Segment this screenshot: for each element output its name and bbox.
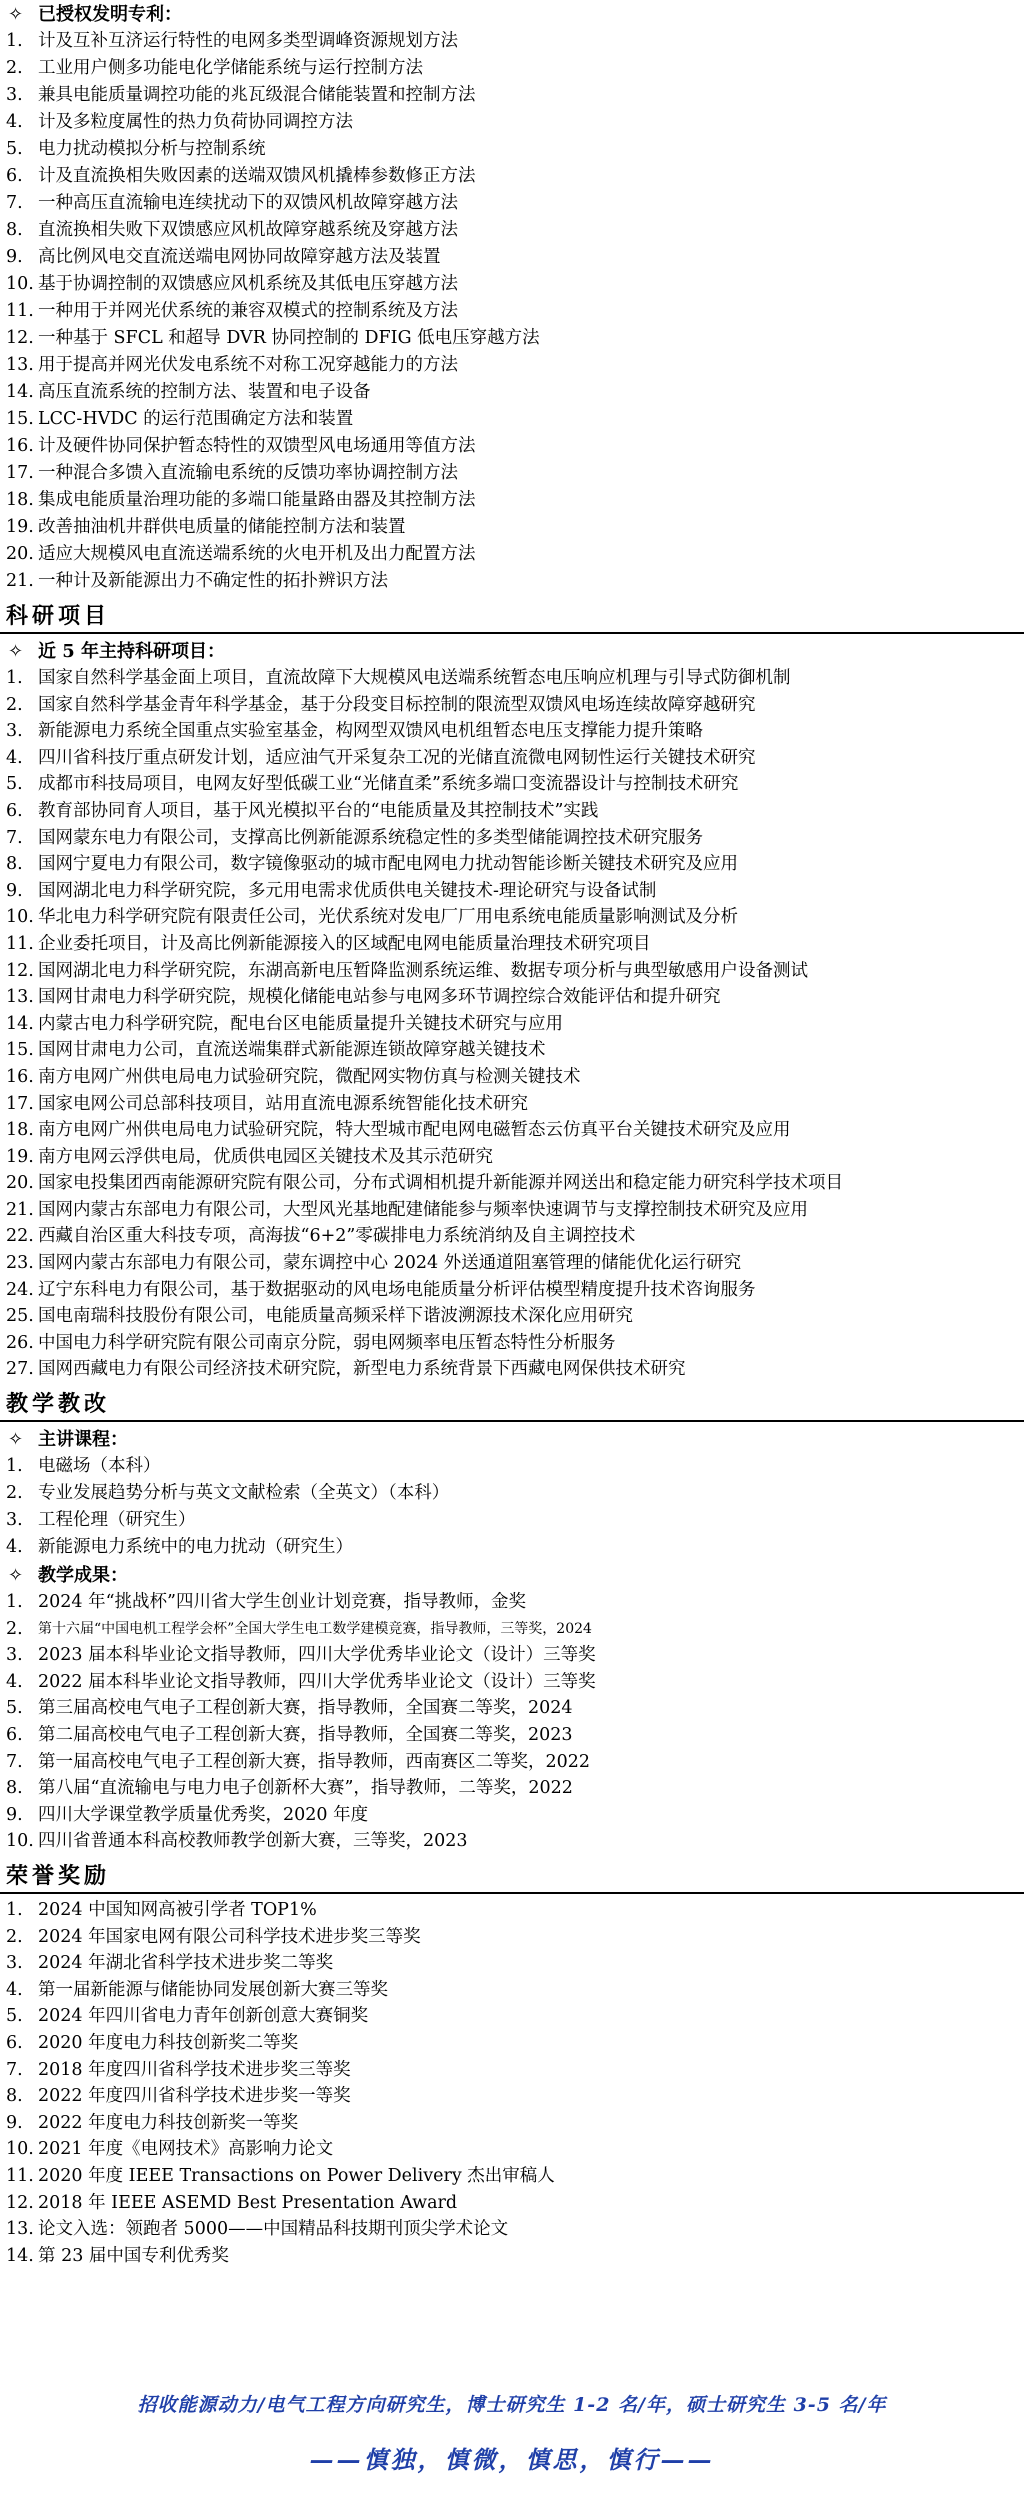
item-text: 四川省科技厅重点研发计划，适应油气开采复杂工况的光储直流微电网韧性运行关键技术研究: [38, 747, 756, 768]
list-item: [0, 541, 1024, 568]
item-number: 1.: [6, 1592, 23, 1613]
item-text: 兼具电能质量调控功能的兆瓦级混合储能装置和控制方法: [38, 85, 476, 105]
research-list: [0, 665, 1024, 1383]
item-text: 2020 年度电力科技创新奖二等奖: [38, 2032, 299, 2053]
item-number: 23.: [6, 1253, 34, 1274]
item-number: 3.: [6, 85, 23, 105]
item-text: 专业发展趋势分析与英文文献检索（全英文）（本科）: [38, 1483, 450, 1504]
list-item: [0, 55, 1024, 82]
item-text: 国网宁夏电力有限公司，数字镜像驱动的城市配电网电力扰动智能诊断关键技术研究及应用: [38, 854, 738, 875]
item-number: 8.: [6, 2086, 23, 2107]
item-number: 16.: [6, 436, 34, 456]
item-number: 4.: [6, 1671, 23, 1692]
item-number: 10.: [6, 274, 34, 294]
item-number: 3.: [6, 721, 23, 742]
list-item: [0, 958, 1024, 985]
section-title: 荣誉奖励: [6, 1863, 111, 1889]
item-number: 15.: [6, 1040, 34, 1061]
list-item: [0, 1303, 1024, 1330]
item-number: 11.: [6, 2165, 34, 2186]
item-number: 25.: [6, 1306, 34, 1327]
item-text: 第三届高校电气电子工程创新大赛，指导教师，全国赛二等奖，2024: [38, 1698, 573, 1719]
item-number: 9.: [6, 880, 23, 901]
list-item: [0, 163, 1024, 190]
item-number: 4.: [6, 747, 23, 768]
list-item: [0, 1534, 1024, 1561]
item-text: 国网甘肃电力公司，直流送端集群式新能源连锁故障穿越关键技术: [38, 1040, 546, 1061]
list-item: [0, 2030, 1024, 2057]
list-item: [0, 1011, 1024, 1038]
item-text: 第二届高校电气电子工程创新大赛，指导教师，全国赛二等奖，2023: [38, 1725, 573, 1745]
item-text: 高比例风电交直流送端电网协同故障穿越方法及装置: [38, 247, 441, 267]
list-item: [0, 1480, 1024, 1507]
item-text: 西藏自治区重大科技专项，高海拔“6+2”零碳排电力系统消纳及自主调控技术: [38, 1226, 636, 1247]
list-item: [0, 28, 1024, 55]
list-item: [0, 1669, 1024, 1696]
item-number: 8.: [6, 220, 23, 240]
item-text: 计及多粒度属性的热力负荷协同调控方法: [38, 112, 353, 132]
item-number: 13.: [6, 355, 34, 375]
item-text: 2022 届本科毕业论文指导教师，四川大学优秀毕业论文（设计）三等奖: [38, 1671, 596, 1692]
list-item: [0, 244, 1024, 271]
item-number: 5.: [6, 774, 23, 795]
item-number: 6.: [6, 1725, 23, 1745]
item-number: 10.: [6, 907, 34, 928]
list-item: [0, 2163, 1024, 2190]
list-item: [0, 1091, 1024, 1118]
list-item: [0, 568, 1024, 595]
list-item: [0, 2110, 1024, 2137]
item-number: 20.: [6, 544, 34, 564]
item-number: 14.: [6, 2245, 34, 2266]
list-item: [0, 1642, 1024, 1669]
item-number: 27.: [6, 1359, 34, 1380]
item-text: 一种基于 SFCL 和超导 DVR 协同控制的 DFIG 低电压穿越方法: [38, 328, 540, 348]
item-number: 10.: [6, 1831, 34, 1852]
list-item: [0, 2083, 1024, 2110]
section-divider: [0, 1892, 1024, 1894]
item-number: 8.: [6, 854, 23, 875]
item-number: 5.: [6, 139, 23, 159]
list-item: [0, 379, 1024, 406]
item-number: 3.: [6, 1645, 23, 1666]
item-text: 2024 年国家电网有限公司科学技术进步奖三等奖: [38, 1926, 421, 1947]
item-text: 南方电网云浮供电局，优质供电园区关键技术及其示范研究: [38, 1146, 493, 1167]
list-item: [0, 904, 1024, 931]
section-divider: [0, 632, 1024, 634]
item-number: 2.: [6, 694, 23, 715]
item-number: 17.: [6, 1093, 34, 1114]
list-item: [0, 1977, 1024, 2004]
patents-list: [0, 28, 1024, 595]
item-number: 19.: [6, 517, 34, 537]
item-number: 2.: [6, 58, 23, 78]
item-text: 国网内蒙古东部电力有限公司，蒙东调控中心 2024 外送通道阻塞管理的储能优化运行研究: [38, 1253, 742, 1274]
honors-list: [0, 1897, 1024, 2269]
item-number: 3.: [6, 1510, 23, 1531]
item-text: 第十六届“中国电机工程学会杯”全国大学生电工数学建模竞赛，指导教师，三等奖，2024: [38, 1620, 592, 1637]
list-item: [0, 460, 1024, 487]
item-number: 20.: [6, 1173, 34, 1194]
item-number: 1.: [6, 1899, 23, 1920]
item-text: 国电南瑞科技股份有限公司，电能质量高频采样下谐波溯源技术深化应用研究: [38, 1306, 633, 1327]
item-number: 8.: [6, 1778, 23, 1799]
item-text: 第 23 届中国专利优秀奖: [38, 2245, 229, 2266]
item-text: 直流换相失败下双馈感应风机故障穿越系统及穿越方法: [38, 220, 458, 240]
item-text: 2022 年度电力科技创新奖一等奖: [38, 2112, 299, 2133]
item-text: 电力扰动模拟分析与控制系统: [38, 139, 266, 159]
list-item: [0, 82, 1024, 109]
item-text: 一种用于并网光伏系统的兼容双模式的控制系统及方法: [38, 301, 458, 321]
item-number: 5.: [6, 2006, 23, 2027]
motto: ——慎独，慎微，慎思，慎行——: [309, 2445, 715, 2474]
list-item: [0, 2243, 1024, 2270]
list-item: [0, 798, 1024, 825]
item-text: 南方电网广州供电局电力试验研究院，特大型城市配电网电磁暂态云仿真平台关键技术研究及应用: [38, 1120, 791, 1141]
list-item: [0, 1775, 1024, 1802]
item-text: 2020 年度 IEEE Transactions on Power Delivery 杰出审稿人: [38, 2165, 555, 2186]
item-text: 四川省普通本科高校教师教学创新大赛，三等奖，2023: [38, 1831, 468, 1852]
list-item: [0, 1802, 1024, 1829]
achievements-list: [0, 1589, 1024, 1855]
list-item: [0, 1277, 1024, 1304]
list-item: [0, 931, 1024, 958]
item-text: 适应大规模风电直流送端系统的火电开机及出力配置方法: [38, 544, 476, 564]
list-item: [0, 1722, 1024, 1749]
item-text: 中国电力科学研究院有限公司南京分院，弱电网频率电压暂态特性分析服务: [38, 1332, 616, 1353]
item-text: 计及互补互济运行特性的电网多类型调峰资源规划方法: [38, 31, 458, 51]
list-item: [0, 1950, 1024, 1977]
item-text: LCC-HVDC 的运行范围确定方法和装置: [38, 409, 354, 429]
list-item: [0, 1356, 1024, 1383]
item-number: 11.: [6, 933, 34, 954]
list-item: [0, 665, 1024, 692]
item-text: 2024 年“挑战杯”四川省大学生创业计划竞赛，指导教师，金奖: [38, 1592, 526, 1613]
list-item: [0, 692, 1024, 719]
item-text: 新能源电力系统全国重点实验室基金，构网型双馈风电机组暂态电压支撑能力提升策略: [38, 721, 703, 742]
list-item: [0, 271, 1024, 298]
list-item: [0, 487, 1024, 514]
item-number: 22.: [6, 1226, 34, 1247]
item-number: 2.: [6, 1618, 23, 1639]
section-title: 教学教改: [6, 1392, 111, 1418]
item-number: 4.: [6, 1979, 23, 2000]
item-text: 计及直流换相失败因素的送端双馈风机撬棒参数修正方法: [38, 166, 476, 186]
item-number: 9.: [6, 2112, 23, 2133]
item-text: 企业委托项目，计及高比例新能源接入的区域配电网电能质量治理技术研究项目: [38, 933, 651, 954]
patents-heading: ✧ 已授权发明专利：: [0, 2, 1024, 28]
section-divider: [0, 1420, 1024, 1422]
list-item: [0, 136, 1024, 163]
item-number: 3.: [6, 1953, 23, 1974]
item-number: 6.: [6, 166, 23, 186]
item-text: 2022 年度四川省科学技术进步奖一等奖: [38, 2086, 351, 2107]
item-text: 国家电投集团西南能源研究院有限公司，分布式调相机提升新能源并网送出和稳定能力研究科学技术项目: [38, 1173, 843, 1194]
item-text: 集成电能质量治理功能的多端口能量路由器及其控制方法: [38, 490, 476, 510]
item-text: 第一届高校电气电子工程创新大赛，指导教师，西南赛区二等奖，2022: [38, 1751, 591, 1772]
list-item: [0, 1828, 1024, 1855]
list-item: [0, 1897, 1024, 1924]
list-item: [0, 1064, 1024, 1091]
item-number: 4.: [6, 1537, 23, 1558]
item-number: 9.: [6, 247, 23, 267]
item-text: 新能源电力系统中的电力扰动（研究生）: [38, 1537, 353, 1558]
diamond-icon: ✧: [8, 1565, 24, 1587]
item-text: 内蒙古电力科学研究院，配电台区电能质量提升关键技术研究与应用: [38, 1013, 563, 1034]
item-text: 一种混合多馈入直流输电系统的反馈功率协调控制方法: [38, 463, 458, 483]
courses-list: [0, 1453, 1024, 1561]
item-text: 第一届新能源与储能协同发展创新大赛三等奖: [38, 1979, 388, 2000]
list-item: [0, 2003, 1024, 2030]
list-item: [0, 1589, 1024, 1616]
item-text: 用于提高并网光伏发电系统不对称工况穿越能力的方法: [38, 355, 458, 375]
list-item: [0, 1144, 1024, 1171]
list-item: [0, 1197, 1024, 1224]
item-number: 17.: [6, 463, 34, 483]
list-item: [0, 878, 1024, 905]
list-item: [0, 1453, 1024, 1480]
item-text: 2023 届本科毕业论文指导教师，四川大学优秀毕业论文（设计）三等奖: [38, 1645, 596, 1666]
item-number: 21.: [6, 571, 34, 591]
list-item: [0, 298, 1024, 325]
item-text: 电磁场（本科）: [38, 1456, 161, 1477]
item-text: 改善抽油机井群供电质量的储能控制方法和装置: [38, 517, 406, 537]
item-number: 15.: [6, 409, 34, 429]
item-text: 华北电力科学研究院有限责任公司，光伏系统对发电厂厂用电系统电能质量影响测试及分析: [38, 907, 738, 928]
honors-section-header: [0, 1861, 1024, 1895]
list-item: [0, 2190, 1024, 2217]
item-text: 一种计及新能源出力不确定性的拓扑辨识方法: [38, 571, 388, 591]
item-text: 国家自然科学基金青年科学基金，基于分段变目标控制的限流型双馈风电场连续故障穿越研究: [38, 694, 756, 715]
item-number: 16.: [6, 1066, 34, 1087]
item-number: 2.: [6, 1483, 23, 1504]
item-number: 9.: [6, 1804, 23, 1825]
list-item: [0, 190, 1024, 217]
list-item: [0, 406, 1024, 433]
item-text: 南方电网广州供电局电力试验研究院，微配网实物仿真与检测关键技术: [38, 1066, 581, 1087]
diamond-icon: ✧: [8, 641, 24, 662]
list-item: [0, 1223, 1024, 1250]
item-text: 2024 中国知网高被引学者 TOP1%: [38, 1899, 317, 1920]
list-item: [0, 1507, 1024, 1534]
item-text: 2018 年度四川省科学技术进步奖三等奖: [38, 2059, 351, 2080]
list-item: [0, 325, 1024, 352]
item-number: 24.: [6, 1279, 34, 1300]
item-number: 11.: [6, 301, 34, 321]
list-item: [0, 109, 1024, 136]
achievements-heading: ✧ 教学成果：: [0, 1563, 1024, 1589]
list-item: [0, 984, 1024, 1011]
list-item: [0, 1250, 1024, 1277]
item-number: 12.: [6, 328, 34, 348]
item-number: 12.: [6, 2192, 34, 2213]
item-text: 国网蒙东电力有限公司，支撑高比例新能源系统稳定性的多类型储能调控技术研究服务: [38, 827, 703, 848]
list-item: [0, 1616, 1024, 1643]
list-item: [0, 2136, 1024, 2163]
diamond-icon: ✧: [8, 4, 24, 25]
item-number: 7.: [6, 827, 23, 848]
item-number: 6.: [6, 2032, 23, 2053]
item-text: 辽宁东科电力有限公司，基于数据驱动的风电场电能质量分析评估模型精度提升技术咨询服务: [38, 1279, 756, 1300]
list-item: [0, 1695, 1024, 1722]
item-text: 国网西藏电力有限公司经济技术研究院，新型电力系统背景下西藏电网保供技术研究: [38, 1359, 686, 1380]
item-number: 10.: [6, 2139, 34, 2160]
list-item: [0, 1117, 1024, 1144]
item-text: 计及硬件协同保护暂态特性的双馈型风电场通用等值方法: [38, 436, 476, 456]
list-item: [0, 1330, 1024, 1357]
item-text: 第八届“直流输电与电力电子创新杯大赛”，指导教师，二等奖，2022: [38, 1778, 573, 1799]
item-number: 7.: [6, 1751, 23, 1772]
list-item: [0, 352, 1024, 379]
item-number: 18.: [6, 490, 34, 510]
item-text: 国家自然科学基金面上项目，直流故障下大规模风电送端系统暂态电压响应机理与引导式防御机制: [38, 668, 791, 688]
list-item: [0, 1170, 1024, 1197]
item-text: 2024 年湖北省科学技术进步奖二等奖: [38, 1953, 334, 1974]
list-item: [0, 718, 1024, 745]
item-text: 高压直流系统的控制方法、装置和电子设备: [38, 382, 371, 402]
item-number: 14.: [6, 382, 34, 402]
recruit-banner: 招收能源动力/电气工程方向研究生，博士研究生 1-2 名/年，硕士研究生 3-5 名/年: [137, 2394, 887, 2416]
list-item: [0, 851, 1024, 878]
courses-heading: ✧ 主讲课程：: [0, 1427, 1024, 1453]
list-item: [0, 1749, 1024, 1776]
item-number: 13.: [6, 2219, 34, 2240]
item-number: 1.: [6, 668, 23, 688]
item-number: 26.: [6, 1332, 34, 1353]
item-text: 国家电网公司总部科技项目，站用直流电源系统智能化技术研究: [38, 1093, 528, 1114]
list-item: [0, 825, 1024, 852]
item-number: 7.: [6, 193, 23, 213]
item-number: 21.: [6, 1199, 34, 1220]
list-item: [0, 1037, 1024, 1064]
item-text: 工程伦理（研究生）: [38, 1510, 196, 1531]
item-number: 19.: [6, 1146, 34, 1167]
item-text: 国网甘肃电力科学研究院，规模化储能电站参与电网多环节调控综合效能评估和提升研究: [38, 987, 721, 1008]
item-text: 2024 年四川省电力青年创新创意大赛铜奖: [38, 2006, 369, 2027]
item-text: 工业用户侧多功能电化学储能系统与运行控制方法: [38, 58, 423, 78]
item-number: 2.: [6, 1926, 23, 1947]
research-subheading: ✧ 近 5 年主持科研项目：: [0, 639, 1024, 665]
research-section-header: [0, 601, 1024, 635]
list-item: [0, 433, 1024, 460]
item-number: 12.: [6, 960, 34, 981]
list-item: [0, 217, 1024, 244]
item-text: 国网湖北电力科学研究院，多元用电需求优质供电关键技术-理论研究与设备试制: [38, 880, 657, 901]
item-number: 1.: [6, 1456, 23, 1477]
item-number: 1.: [6, 31, 23, 51]
item-text: 2018 年 IEEE ASEMD Best Presentation Award: [38, 2192, 458, 2213]
item-text: 教育部协同育人项目，基于风光模拟平台的“电能质量及其控制技术”实践: [38, 800, 599, 821]
list-item: [0, 771, 1024, 798]
item-number: 5.: [6, 1698, 23, 1719]
item-text: 2021 年度《电网技术》高影响力论文: [38, 2139, 334, 2160]
item-text: 成都市科技局项目，电网友好型低碳工业“光储直柔”系统多端口变流器设计与控制技术研究: [38, 774, 739, 795]
diamond-icon: ✧: [8, 1429, 24, 1451]
list-item: [0, 514, 1024, 541]
item-text: 国网内蒙古东部电力有限公司，大型风光基地配建储能参与频率快速调节与支撑控制技术研究及应用: [38, 1199, 808, 1220]
teaching-section-header: [0, 1389, 1024, 1423]
item-number: 7.: [6, 2059, 23, 2080]
list-item: [0, 2057, 1024, 2084]
list-item: [0, 745, 1024, 772]
item-text: 一种高压直流输电连续扰动下的双馈风机故障穿越方法: [38, 193, 458, 213]
item-number: 14.: [6, 1013, 34, 1034]
item-text: 基于协调控制的双馈感应风机系统及其低电压穿越方法: [38, 274, 458, 294]
item-number: 4.: [6, 112, 23, 132]
item-text: 四川大学课堂教学质量优秀奖，2020 年度: [38, 1804, 369, 1825]
section-title: 科研项目: [6, 604, 111, 629]
item-text: 论文入选：领跑者 5000——中国精品科技期刊顶尖学术论文: [38, 2219, 509, 2240]
item-number: 18.: [6, 1120, 34, 1141]
item-number: 6.: [6, 800, 23, 821]
list-item: [0, 2216, 1024, 2243]
item-text: 国网湖北电力科学研究院，东湖高新电压暂降监测系统运维、数据专项分析与典型敏感用户设备测试: [38, 960, 808, 981]
list-item: [0, 1924, 1024, 1951]
item-number: 13.: [6, 987, 34, 1008]
